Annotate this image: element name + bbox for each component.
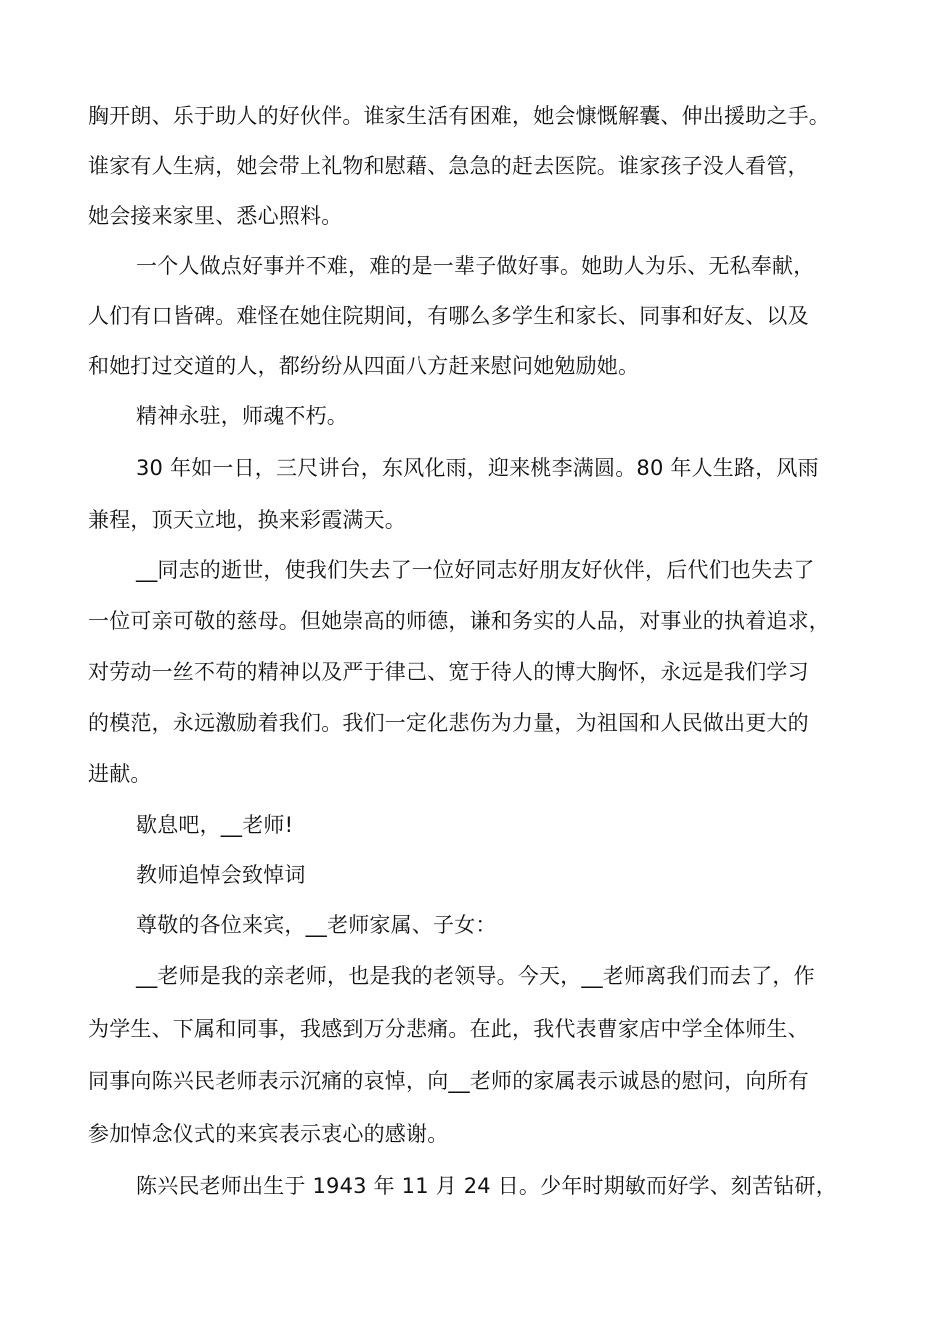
paragraph-first-line: 歇息吧，__老师! (136, 813, 294, 837)
text-line: 一位可亲可敬的慈母。但她崇高的师德，谦和务实的人品，对事业的执着追求， (88, 609, 830, 633)
paragraph-first-line: __老师是我的亲老师，也是我的老领导。今天，__老师离我们而去了，作 (136, 964, 815, 988)
text-line: 为学生、下属和同事，我感到万分悲痛。在此，我代表曹家店中学全体师生、 (88, 1017, 809, 1041)
paragraph-first-line: __同志的逝世，使我们失去了一位好同志好朋友好伙伴，后代们也失去了 (136, 558, 815, 582)
paragraph-first-line: 30 年如一日，三尺讲台，东风化雨，迎来桃李满圆。80 年人生路，风雨 (136, 456, 819, 480)
paragraph-first-line: 陈兴民老师出生于 1943 年 11 月 24 日。少年时期敏而好学、刻苦钻研， (136, 1174, 837, 1198)
text-line: 进献。 (88, 762, 152, 786)
text-line: 人们有口皆碑。难怪在她住院期间，有哪么多学生和家长、同事和好友、以及 (88, 304, 809, 328)
salutation: 尊敬的各位来宾，__老师家属、子女： (136, 913, 497, 937)
section-heading: 教师追悼会致悼词 (136, 863, 306, 887)
text-line: 参加悼念仪式的来宾表示衷心的感谢。 (88, 1122, 449, 1146)
text-line: 她会接来家里、悉心照料。 (88, 204, 343, 228)
paragraph-first-line: 精神永驻，师魂不朽。 (136, 404, 348, 428)
text-line: 兼程，顶天立地，换来彩霞满天。 (88, 508, 406, 532)
text-line: 同事向陈兴民老师表示沉痛的哀悼，向__老师的家属表示诚恳的慰问，向所有 (88, 1069, 809, 1093)
text-line: 的模范，永远激励着我们。我们一定化悲伤为力量，为祖国和人民做出更大的 (88, 711, 809, 735)
text-line: 对劳动一丝不苟的精神以及严于律己、宽于待人的博大胸怀，永远是我们学习 (88, 660, 809, 684)
text-line: 和她打过交道的人，都纷纷从四面八方赶来慰问她勉励她。 (88, 354, 640, 378)
text-line: 谁家有人生病，她会带上礼物和慰藉、急急的赶去医院。谁家孩子没人看管， (88, 154, 809, 178)
paragraph-first-line: 一个人做点好事并不难，难的是一辈子做好事。她助人为乐、无私奉献， (136, 254, 815, 278)
text-line: 胸开朗、乐于助人的好伙伴。谁家生活有困难，她会慷慨解囊、伸出援助之手。 (88, 104, 830, 128)
